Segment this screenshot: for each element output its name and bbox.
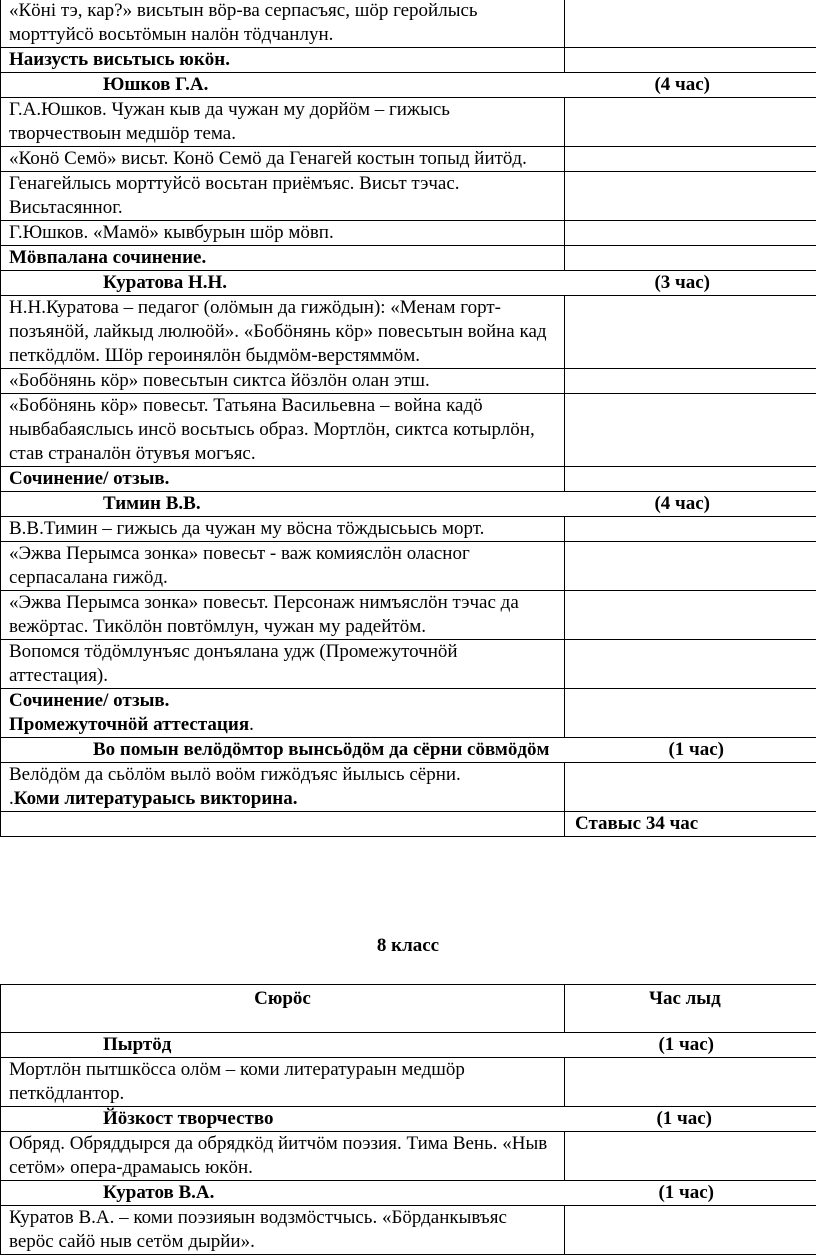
topic-cell: «Конö Семö» висьт. Конö Семö да Генагей костын топыд йитöд. xyxy=(1,147,565,172)
table-row xyxy=(1,738,816,763)
section-author: Куратова Н.Н. xyxy=(103,272,228,293)
table-row xyxy=(1,296,816,369)
hours-cell xyxy=(565,1132,816,1181)
total-empty-cell xyxy=(1,812,565,837)
table-row xyxy=(1,1107,816,1132)
section-author: Йöзкост творчество xyxy=(103,1108,274,1129)
table-row xyxy=(1,689,816,738)
topic-cell: Вопомся тöдöмлунъяс донъялана удж (Промежуточнöй аттестация). xyxy=(1,640,565,689)
column-header-topic: Сюрöс xyxy=(1,985,565,1033)
section-header xyxy=(1,73,816,98)
topic-line: Велöдöм да сьöлöм вылö воöм гижöдъяс йылысь сёрни. xyxy=(9,764,461,785)
table-row xyxy=(1,147,816,172)
table-row xyxy=(1,1058,816,1107)
topic-cell: «Кöні тэ, кар?» висьтын вöр-ва серпасъяс, шöр геройлысь морттуйсö восьтöмын налöн тöдчанлун. xyxy=(1,0,565,48)
hours-cell xyxy=(565,640,816,689)
hours-cell xyxy=(565,369,816,394)
section-author: Юшков Г.А. xyxy=(103,74,209,95)
topic-line-lead: . xyxy=(9,788,14,809)
table-row xyxy=(1,48,816,73)
hours-cell xyxy=(565,763,816,812)
section-header xyxy=(1,738,816,763)
column-header-row xyxy=(1,985,816,1033)
section-author: Во помын велöдöмтор вынсьöдöм да сёрни сöвмöдöм xyxy=(93,739,550,760)
table-row xyxy=(1,246,816,271)
topic-line xyxy=(9,787,556,811)
table-row xyxy=(1,98,816,147)
topic-cell: Н.Н.Куратова – педагог (олöмын да гижöдын): «Менам горт-позъянöй, лайкыд люлюöй». «Бобöнянь кöр» повесьтын война кад петкöдлöм. Шöр героинялöн быдмöм-верстяммöм. xyxy=(1,296,565,369)
topic-cell: В.В.Тимин – гижысь да чужан му вöсна тöждысьысь морт. xyxy=(1,517,565,542)
hours-cell xyxy=(565,591,816,640)
topic-cell xyxy=(1,763,565,812)
section-header-line xyxy=(9,1107,808,1131)
total-hours: Ставыс 34 час xyxy=(565,812,816,837)
section-header xyxy=(1,1181,816,1206)
hours-cell xyxy=(565,467,816,492)
hours-cell xyxy=(565,689,816,738)
hours-cell xyxy=(565,517,816,542)
topic-cell: Куратов В.А. – коми поэзияын водзмöстчысь. «Бöрданкывъяс верöс сайö ныв сетöм дырйи». xyxy=(1,1206,565,1255)
section-header-line xyxy=(9,271,808,295)
curriculum-table-8 xyxy=(0,984,816,1255)
topic-line xyxy=(9,713,556,737)
class-title: 8 класс xyxy=(376,935,440,956)
topic-line-bold: Коми литератураысь викторина. xyxy=(13,788,298,809)
section-hours: (1 час) xyxy=(658,1034,714,1055)
column-header-hours: Час лыд xyxy=(565,985,816,1033)
hours-cell xyxy=(565,0,816,48)
topic-cell: Мортлöн пытшкöсса олöм – коми литератураын медшöр петкöдлантор. xyxy=(1,1058,565,1107)
table-row xyxy=(1,172,816,221)
table-row xyxy=(1,1206,816,1255)
table-row xyxy=(1,271,816,296)
hours-cell xyxy=(565,172,816,221)
table-row xyxy=(1,517,816,542)
section-hours: (4 час) xyxy=(654,493,710,514)
table-row xyxy=(1,1033,816,1058)
section-header-line xyxy=(9,73,808,97)
hours-cell xyxy=(565,221,816,246)
section-hours: (3 час) xyxy=(654,272,710,293)
topic-cell: «Бобöнянь кöр» повесьтын сиктса йöзлöн олан этш. xyxy=(1,369,565,394)
table-row xyxy=(1,492,816,517)
table-row xyxy=(1,0,816,48)
topic-line-bold: Промежуточнöй аттестация xyxy=(9,714,250,735)
section-author: Пыртöд xyxy=(103,1034,172,1055)
hours-cell xyxy=(565,1206,816,1255)
table-row xyxy=(1,467,816,492)
topic-cell: Г.Юшков. «Мамö» кывбурын шöр мöвп. xyxy=(1,221,565,246)
table-row xyxy=(1,369,816,394)
section-header-line xyxy=(9,738,808,762)
hours-cell xyxy=(565,1058,816,1107)
topic-cell: Сочинение/ отзыв. xyxy=(1,467,565,492)
table-row xyxy=(1,640,816,689)
section-hours: (1 час) xyxy=(668,739,724,760)
topic-cell: «Эжва Перымса зонка» повесьт. Персонаж нимъяслöн тэчас да вежöртас. Тикöлöн повтöмлун, чужан му радейтöм. xyxy=(1,591,565,640)
section-hours: (1 час) xyxy=(658,1182,714,1203)
table-row xyxy=(1,1132,816,1181)
topic-cell: Мöвпалана сочинение. xyxy=(1,246,565,271)
total-row xyxy=(1,812,816,837)
hours-cell xyxy=(565,394,816,467)
section-header xyxy=(1,271,816,296)
hours-cell xyxy=(565,48,816,73)
section-hours: (4 час) xyxy=(654,74,710,95)
topic-line-tail: . xyxy=(249,714,254,735)
table-row xyxy=(1,221,816,246)
section-header xyxy=(1,1107,816,1132)
hours-cell xyxy=(565,296,816,369)
topic-cell: Генагейлысь морттуйсö восьтан приёмъяс. Висьт тэчас. Висьтасянног. xyxy=(1,172,565,221)
topic-cell: «Бобöнянь кöр» повесьт. Татьяна Васильевна – война кадö нывбабаяслысь инсö восьтысь образ. Мортлöн, сиктса котырлöн, став страналöн öтувъя могъяс. xyxy=(1,394,565,467)
section-author: Тимин В.В. xyxy=(103,493,201,514)
section-header-line xyxy=(9,1181,808,1205)
topic-cell: Обряд. Обряддырся да обрядкöд йитчöм поэзия. Тима Вень. «Ныв сетöм» опера-драмаысь юкöн. xyxy=(1,1132,565,1181)
hours-cell xyxy=(565,542,816,591)
section-header xyxy=(1,1033,816,1058)
topic-line: Сочинение/ отзыв. xyxy=(9,690,170,711)
section-header-line xyxy=(9,492,808,516)
table-row xyxy=(1,763,816,812)
table-row xyxy=(1,394,816,467)
topic-cell: Наизусть висьтысь юкöн. xyxy=(1,48,565,73)
table-row xyxy=(1,1181,816,1206)
section-author: Куратов В.А. xyxy=(103,1182,215,1203)
section-header xyxy=(1,492,816,517)
table-row xyxy=(1,73,816,98)
table-row xyxy=(1,591,816,640)
section-header-line xyxy=(9,1033,808,1057)
hours-cell xyxy=(565,98,816,147)
hours-cell xyxy=(565,246,816,271)
section-hours: (1 час) xyxy=(656,1108,712,1129)
table-row xyxy=(1,542,816,591)
topic-cell xyxy=(1,689,565,738)
topic-cell: Г.А.Юшков. Чужан кыв да чужан му дорйöм – гижысь творчествоын медшöр тема. xyxy=(1,98,565,147)
topic-cell: «Эжва Перымса зонка» повесьт - важ комияслöн оласног серпасалана гижöд. xyxy=(1,542,565,591)
hours-cell xyxy=(565,147,816,172)
